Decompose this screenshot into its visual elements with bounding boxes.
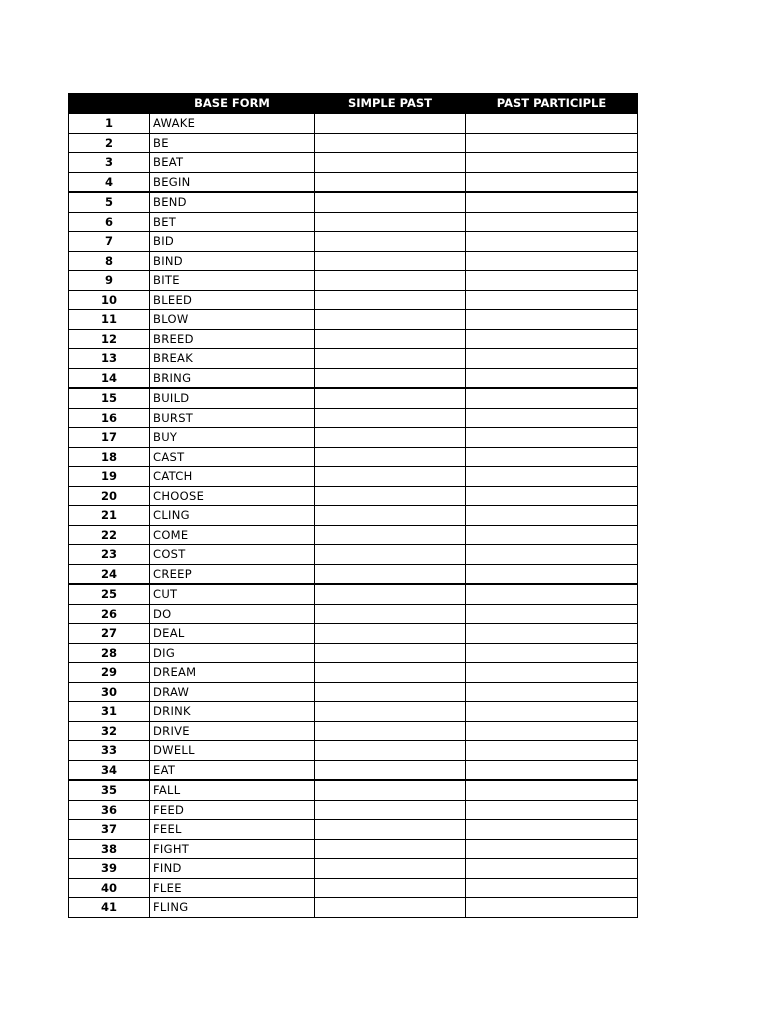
simple-past-cell: [315, 428, 466, 448]
past-participle-cell: [466, 368, 638, 388]
table-row: [69, 290, 638, 310]
past-participle-cell: [466, 192, 638, 212]
past-participle-cell: [466, 172, 638, 192]
base-form-cell: BEND: [150, 192, 315, 212]
table-row: [69, 467, 638, 487]
simple-past-cell: [315, 663, 466, 683]
table-row: [69, 506, 638, 526]
row-number: 36: [69, 800, 150, 820]
row-number: 7: [69, 232, 150, 252]
table-body: [69, 114, 638, 918]
simple-past-cell: [315, 839, 466, 859]
past-participle-cell: [466, 741, 638, 761]
simple-past-cell: [315, 290, 466, 310]
past-participle-cell: [466, 682, 638, 702]
table-row: [69, 525, 638, 545]
past-participle-cell: [466, 447, 638, 467]
header-number: [69, 94, 150, 114]
base-form-cell: DRIVE: [150, 721, 315, 741]
base-form-cell: FIGHT: [150, 839, 315, 859]
past-participle-cell: [466, 388, 638, 408]
table-row: [69, 624, 638, 644]
base-form-cell: EAT: [150, 760, 315, 780]
base-form-cell: DRINK: [150, 702, 315, 722]
row-number: 23: [69, 545, 150, 565]
past-participle-cell: [466, 329, 638, 349]
simple-past-cell: [315, 329, 466, 349]
table-row: [69, 682, 638, 702]
table-row: [69, 800, 638, 820]
table-row: [69, 760, 638, 780]
table-row: [69, 368, 638, 388]
row-number: 10: [69, 290, 150, 310]
row-number: 29: [69, 663, 150, 683]
past-participle-cell: [466, 486, 638, 506]
simple-past-cell: [315, 898, 466, 918]
base-form-cell: FIND: [150, 859, 315, 879]
base-form-cell: DWELL: [150, 741, 315, 761]
past-participle-cell: [466, 702, 638, 722]
row-number: 30: [69, 682, 150, 702]
row-number: 22: [69, 525, 150, 545]
past-participle-cell: [466, 408, 638, 428]
table-row: [69, 153, 638, 173]
simple-past-cell: [315, 232, 466, 252]
base-form-cell: BLOW: [150, 310, 315, 330]
simple-past-cell: [315, 682, 466, 702]
table-row: [69, 564, 638, 584]
simple-past-cell: [315, 624, 466, 644]
past-participle-cell: [466, 663, 638, 683]
row-number: 34: [69, 760, 150, 780]
row-number: 27: [69, 624, 150, 644]
base-form-cell: BEAT: [150, 153, 315, 173]
table-row: [69, 428, 638, 448]
past-participle-cell: [466, 800, 638, 820]
table-row: [69, 721, 638, 741]
simple-past-cell: [315, 133, 466, 153]
base-form-cell: BLEED: [150, 290, 315, 310]
simple-past-cell: [315, 486, 466, 506]
base-form-cell: BET: [150, 212, 315, 232]
row-number: 28: [69, 643, 150, 663]
base-form-cell: BREAK: [150, 349, 315, 369]
past-participle-cell: [466, 604, 638, 624]
simple-past-cell: [315, 172, 466, 192]
simple-past-cell: [315, 702, 466, 722]
table-row: [69, 349, 638, 369]
simple-past-cell: [315, 878, 466, 898]
simple-past-cell: [315, 780, 466, 800]
simple-past-cell: [315, 153, 466, 173]
base-form-cell: FALL: [150, 780, 315, 800]
row-number: 12: [69, 329, 150, 349]
table-row: [69, 172, 638, 192]
past-participle-cell: [466, 232, 638, 252]
past-participle-cell: [466, 721, 638, 741]
base-form-cell: BREED: [150, 329, 315, 349]
simple-past-cell: [315, 859, 466, 879]
row-number: 11: [69, 310, 150, 330]
base-form-cell: CAST: [150, 447, 315, 467]
base-form-cell: AWAKE: [150, 114, 315, 134]
table-row: [69, 251, 638, 271]
simple-past-cell: [315, 212, 466, 232]
table-row: [69, 271, 638, 291]
past-participle-cell: [466, 624, 638, 644]
row-number: 19: [69, 467, 150, 487]
simple-past-cell: [315, 604, 466, 624]
table-row: [69, 663, 638, 683]
table-row: [69, 192, 638, 212]
row-number: 21: [69, 506, 150, 526]
simple-past-cell: [315, 271, 466, 291]
table-row: [69, 486, 638, 506]
simple-past-cell: [315, 506, 466, 526]
table-row: [69, 133, 638, 153]
base-form-cell: BITE: [150, 271, 315, 291]
base-form-cell: BID: [150, 232, 315, 252]
row-number: 2: [69, 133, 150, 153]
base-form-cell: COME: [150, 525, 315, 545]
row-number: 40: [69, 878, 150, 898]
simple-past-cell: [315, 408, 466, 428]
base-form-cell: DRAW: [150, 682, 315, 702]
base-form-cell: BUY: [150, 428, 315, 448]
row-number: 18: [69, 447, 150, 467]
table-row: [69, 408, 638, 428]
past-participle-cell: [466, 859, 638, 879]
table-row: [69, 545, 638, 565]
table-row: [69, 388, 638, 408]
irregular-verbs-table: [68, 93, 638, 918]
simple-past-cell: [315, 388, 466, 408]
row-number: 41: [69, 898, 150, 918]
simple-past-cell: [315, 741, 466, 761]
past-participle-cell: [466, 898, 638, 918]
simple-past-cell: [315, 467, 466, 487]
row-number: 4: [69, 172, 150, 192]
table-row: [69, 643, 638, 663]
past-participle-cell: [466, 780, 638, 800]
past-participle-cell: [466, 290, 638, 310]
past-participle-cell: [466, 545, 638, 565]
table-row: [69, 114, 638, 134]
base-form-cell: DEAL: [150, 624, 315, 644]
past-participle-cell: [466, 251, 638, 271]
past-participle-cell: [466, 839, 638, 859]
table-row: [69, 878, 638, 898]
base-form-cell: BEGIN: [150, 172, 315, 192]
base-form-cell: CLING: [150, 506, 315, 526]
base-form-cell: CUT: [150, 584, 315, 604]
base-form-cell: DO: [150, 604, 315, 624]
simple-past-cell: [315, 584, 466, 604]
row-number: 24: [69, 564, 150, 584]
past-participle-cell: [466, 878, 638, 898]
row-number: 35: [69, 780, 150, 800]
base-form-cell: FEED: [150, 800, 315, 820]
simple-past-cell: [315, 251, 466, 271]
row-number: 32: [69, 721, 150, 741]
past-participle-cell: [466, 525, 638, 545]
past-participle-cell: [466, 153, 638, 173]
past-participle-cell: [466, 467, 638, 487]
row-number: 33: [69, 741, 150, 761]
simple-past-cell: [315, 192, 466, 212]
row-number: 14: [69, 368, 150, 388]
table-row: [69, 702, 638, 722]
table-row: [69, 212, 638, 232]
past-participle-cell: [466, 310, 638, 330]
past-participle-cell: [466, 564, 638, 584]
header-base-form: BASE FORM: [150, 94, 315, 114]
base-form-cell: BUILD: [150, 388, 315, 408]
simple-past-cell: [315, 368, 466, 388]
table-row: [69, 310, 638, 330]
row-number: 26: [69, 604, 150, 624]
table-header: [69, 94, 638, 114]
base-form-cell: DIG: [150, 643, 315, 663]
past-participle-cell: [466, 114, 638, 134]
row-number: 8: [69, 251, 150, 271]
simple-past-cell: [315, 721, 466, 741]
base-form-cell: FLEE: [150, 878, 315, 898]
table-row: [69, 329, 638, 349]
past-participle-cell: [466, 643, 638, 663]
base-form-cell: DREAM: [150, 663, 315, 683]
past-participle-cell: [466, 212, 638, 232]
row-number: 25: [69, 584, 150, 604]
base-form-cell: BE: [150, 133, 315, 153]
table-row: [69, 820, 638, 840]
past-participle-cell: [466, 584, 638, 604]
simple-past-cell: [315, 564, 466, 584]
row-number: 15: [69, 388, 150, 408]
header-past-participle: PAST PARTICIPLE: [466, 94, 638, 114]
row-number: 31: [69, 702, 150, 722]
simple-past-cell: [315, 800, 466, 820]
base-form-cell: BRING: [150, 368, 315, 388]
row-number: 5: [69, 192, 150, 212]
past-participle-cell: [466, 349, 638, 369]
simple-past-cell: [315, 310, 466, 330]
simple-past-cell: [315, 349, 466, 369]
table-row: [69, 859, 638, 879]
past-participle-cell: [466, 760, 638, 780]
table-row: [69, 741, 638, 761]
header-row: [69, 94, 638, 114]
base-form-cell: CATCH: [150, 467, 315, 487]
base-form-cell: COST: [150, 545, 315, 565]
past-participle-cell: [466, 506, 638, 526]
past-participle-cell: [466, 133, 638, 153]
base-form-cell: FEEL: [150, 820, 315, 840]
base-form-cell: FLING: [150, 898, 315, 918]
simple-past-cell: [315, 820, 466, 840]
row-number: 6: [69, 212, 150, 232]
row-number: 9: [69, 271, 150, 291]
row-number: 1: [69, 114, 150, 134]
row-number: 17: [69, 428, 150, 448]
table-row: [69, 604, 638, 624]
simple-past-cell: [315, 525, 466, 545]
base-form-cell: CREEP: [150, 564, 315, 584]
row-number: 20: [69, 486, 150, 506]
simple-past-cell: [315, 545, 466, 565]
table-row: [69, 780, 638, 800]
past-participle-cell: [466, 428, 638, 448]
row-number: 3: [69, 153, 150, 173]
table-row: [69, 839, 638, 859]
simple-past-cell: [315, 114, 466, 134]
row-number: 38: [69, 839, 150, 859]
row-number: 37: [69, 820, 150, 840]
table-row: [69, 232, 638, 252]
row-number: 16: [69, 408, 150, 428]
base-form-cell: BIND: [150, 251, 315, 271]
base-form-cell: CHOOSE: [150, 486, 315, 506]
table-row: [69, 584, 638, 604]
simple-past-cell: [315, 643, 466, 663]
past-participle-cell: [466, 271, 638, 291]
simple-past-cell: [315, 447, 466, 467]
simple-past-cell: [315, 760, 466, 780]
table-row: [69, 898, 638, 918]
row-number: 39: [69, 859, 150, 879]
base-form-cell: BURST: [150, 408, 315, 428]
row-number: 13: [69, 349, 150, 369]
past-participle-cell: [466, 820, 638, 840]
table-row: [69, 447, 638, 467]
header-simple-past: SIMPLE PAST: [315, 94, 466, 114]
